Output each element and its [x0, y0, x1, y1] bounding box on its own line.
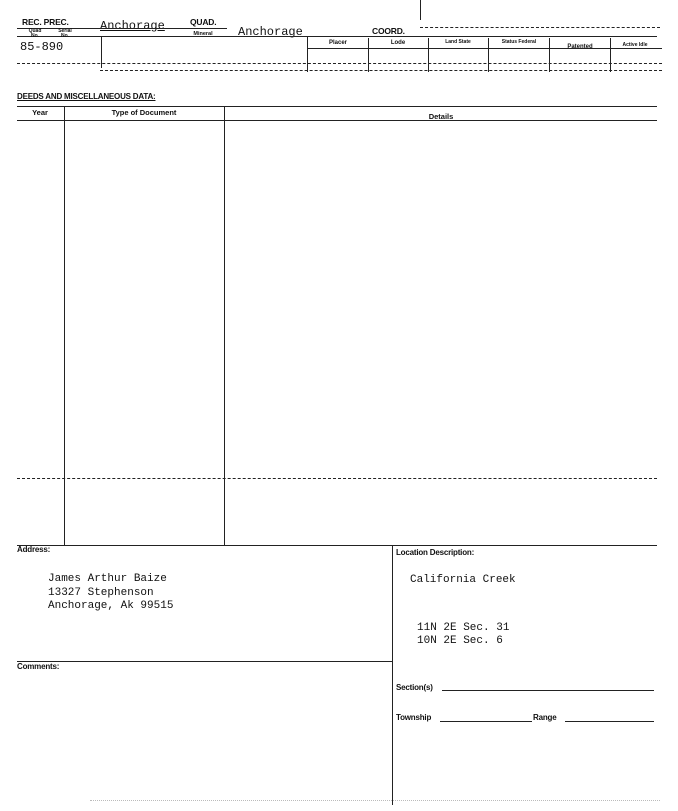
patented-label: Patented [567, 44, 593, 50]
address-line-3: Anchorage, Ak 99515 [48, 600, 174, 612]
lode-label: Lode [390, 40, 406, 46]
bottom-vertical-divider [392, 545, 393, 805]
header-line-2 [17, 36, 657, 37]
status-federal-label: Status Federal [501, 39, 537, 45]
deeds-header-bottom-line [17, 120, 657, 121]
col-divider-placer [368, 38, 369, 72]
location-line-2: 10N 2E Sec. 6 [417, 635, 503, 647]
section-label: Section(s) [396, 683, 433, 692]
top-center-tick [420, 0, 421, 20]
placer-label: Placer [328, 40, 347, 46]
deeds-dash-line [17, 478, 657, 479]
col-divider-lode [428, 38, 429, 72]
deeds-divider-year [64, 106, 65, 545]
township-label: Township [396, 713, 432, 722]
comments-top-line [17, 661, 392, 662]
range-field-line[interactable] [565, 721, 654, 722]
deeds-divider-type [224, 106, 225, 545]
section-field-line[interactable] [442, 690, 654, 691]
deeds-col-type: Type of Document [111, 108, 177, 117]
location-label: Location Description: [396, 548, 475, 557]
range-label: Range [533, 713, 557, 722]
col-divider-land [488, 38, 489, 72]
land-state-label: Land State [445, 39, 471, 45]
coord-label: COORD. [372, 26, 405, 36]
deeds-header-top-line [17, 106, 657, 107]
rec-prec-value: Anchorage [100, 19, 165, 33]
comments-label: Comments: [17, 662, 60, 671]
address-top-line [17, 545, 657, 546]
quad-label: QUAD. [190, 17, 217, 27]
scan-artifact-line [90, 800, 660, 804]
address-line-2: 13327 Stephenson [48, 587, 154, 599]
active-idle-label: Active Idle [622, 42, 648, 48]
header-dash-2 [100, 70, 662, 71]
col-divider-mineral [307, 36, 308, 72]
quad-no-label: Quad No. [28, 28, 42, 39]
deeds-col-details: Details [428, 112, 454, 121]
col-divider-patented [610, 38, 611, 72]
township-field-line[interactable] [440, 721, 532, 722]
quad-value: Anchorage [238, 25, 303, 39]
address-label: Address: [17, 545, 51, 554]
header-line-3 [307, 48, 662, 49]
rec-prec-label: REC. PREC. [22, 17, 69, 27]
location-name: California Creek [410, 574, 516, 586]
quad-no-value: 85-890 [20, 40, 64, 54]
deeds-section-title: DEEDS AND MISCELLANEOUS DATA: [17, 92, 156, 101]
header-line-1 [17, 28, 227, 29]
coord-dash-line [420, 27, 660, 28]
location-line-1: 11N 2E Sec. 31 [417, 622, 510, 634]
deeds-col-year: Year [32, 108, 48, 117]
serial-no-label: Serial No. [58, 28, 72, 39]
mineral-label: Mineral [193, 31, 213, 37]
address-line-1: James Arthur Baize [48, 573, 167, 585]
header-dash-1 [17, 63, 662, 64]
col-divider-status [549, 38, 550, 72]
